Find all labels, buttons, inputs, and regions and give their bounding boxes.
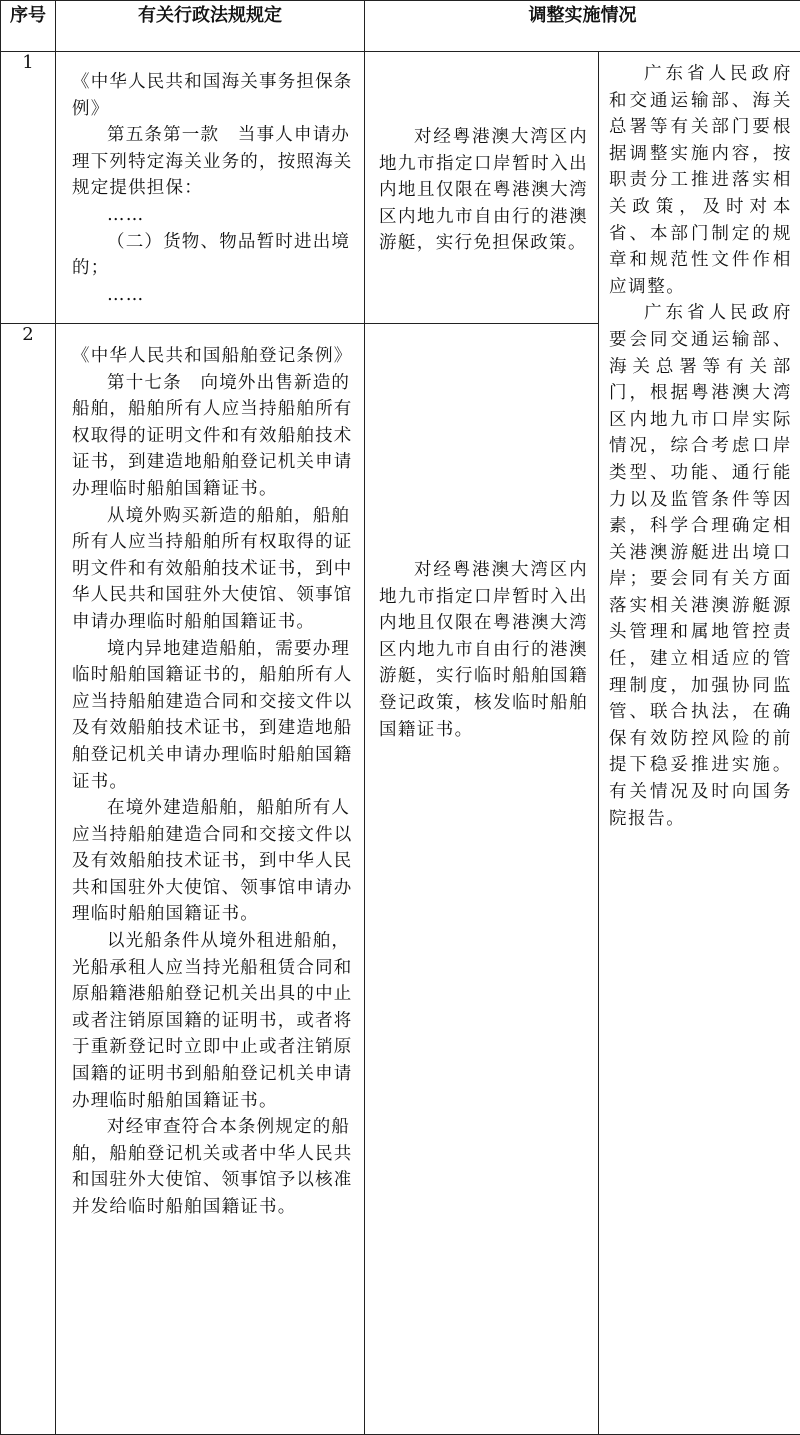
adjustment-cell — [365, 324, 599, 1435]
regulation-paragraph: 境内异地建造船舶，需要办理临时船舶国籍证书的，船舶所有人应当持船舶建造合同和交接文件以及有效船舶技术证书，到建造地船舶登记机关申请办理临时船舶国籍证书。 — [72, 638, 353, 792]
table-row — [1, 52, 800, 324]
regulation-paragraph: 对经审查符合本条例规定的船舶，船舶登记机关或者中华人民共和国驻外大使馆、领事馆予以核准并发给临时船舶国籍证书。 — [72, 1117, 353, 1217]
row-number: 1 — [1, 52, 56, 324]
implementation-paragraph: 广东省人民政府要会同交通运输部、海关总署等有关部门，根据粤港澳大湾区内地九市口岸实际情况，综合考虑口岸类型、功能、通行能力以及监管条件等因素，科学合理确定相关港澳游艇进出境口岸；要会同有关方面落实相关港澳游艇源头管理和属地管控责任，建立相适应的管理制度，加强协同监管、联合执法，在确保有效防控风险的前提下稳妥推进实施。有关情况及时向国务院报告。 — [609, 303, 792, 829]
regulation-paragraph: 从境外购买新造的船舶，船舶所有人应当持船舶所有权取得的证明文件和有效船舶技术证书，到中华人民共和国驻外大使馆、领事馆申请办理临时船舶国籍证书。 — [72, 505, 353, 632]
regulation-paragraph: …… — [107, 284, 145, 305]
adjustment-text: 对经粤港澳大湾区内地九市指定口岸暂时入出内地且仅限在粤港澳大湾区内地九市自由行的港澳游艇，实行临时船舶国籍登记政策，核发临时船舶国籍证书。 — [379, 560, 588, 740]
row-number: 2 — [1, 324, 56, 1435]
implementation-cell — [599, 52, 800, 1435]
regulation-cell — [56, 324, 365, 1435]
regulation-paragraph: 在境外建造船舶，船舶所有人应当持船舶建造合同和交接文件以及有效船舶技术证书，到中华人民共和国驻外大使馆、领事馆申请办理临时船舶国籍证书。 — [72, 798, 353, 925]
regulation-paragraph: 第十七条 向境外出售新造的船舶，船舶所有人应当持船舶所有权取得的证明文件和有效船舶技术证书，到建造地船舶登记机关申请办理临时船舶国籍证书。 — [72, 372, 353, 499]
adjustment-cell — [365, 52, 599, 324]
regulation-cell — [56, 52, 365, 324]
header-seq: 序号 — [1, 1, 56, 52]
header-row — [1, 1, 800, 52]
regulation-paragraph: 以光船条件从境外租进船舶，光船承租人应当持光船租赁合同和原船籍港船舶登记机关出具的中止或者注销原国籍的证明书，或者将于重新登记时立即中止或者注销原国籍的证明书到船舶登记机关申请办理临时船舶国籍证书。 — [72, 931, 353, 1111]
implementation-paragraph: 广东省人民政府和交通运输部、海关总署等有关部门要根据调整实施内容，按职责分工推进落实相关政策，及时对本省、本部门制定的规章和规范性文件作相应调整。 — [609, 64, 792, 297]
header-adjustment: 调整实施情况 — [365, 1, 800, 52]
regulation-paragraph: …… — [107, 204, 145, 225]
regulation-title: 《中华人民共和国船舶登记条例》 — [72, 346, 353, 366]
regulation-title: 《中华人民共和国海关事务担保条例》 — [72, 72, 353, 119]
header-regulation: 有关行政法规规定 — [56, 1, 365, 52]
adjustment-text: 对经粤港澳大湾区内地九市指定口岸暂时入出内地且仅限在粤港澳大湾区内地九市自由行的港澳游艇，实行免担保政策。 — [379, 127, 588, 254]
regulation-paragraph: （二）货物、物品暂时进出境的； — [72, 231, 351, 279]
regulation-paragraph: 第五条第一款 当事人申请办理下列特定海关业务的，按照海关规定提供担保： — [72, 125, 353, 199]
